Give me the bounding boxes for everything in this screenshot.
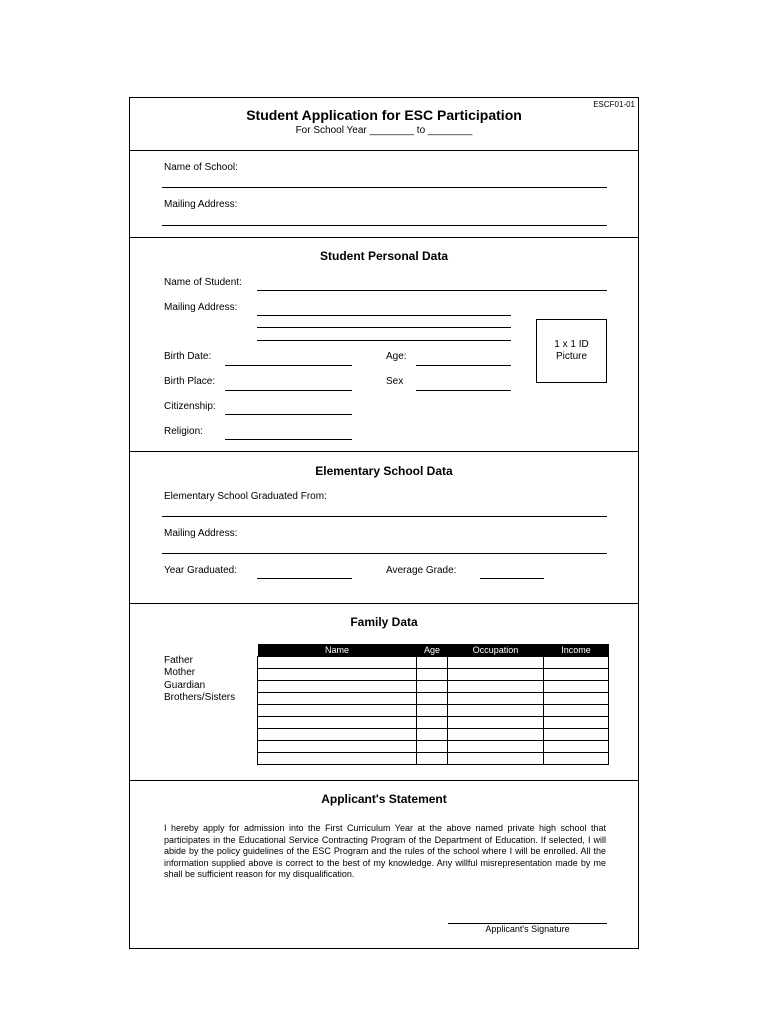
id-picture-box bbox=[536, 319, 607, 383]
table-cell[interactable] bbox=[448, 693, 544, 705]
member-father: Father bbox=[164, 655, 193, 666]
elementary-section-divider bbox=[130, 451, 638, 452]
student-address-field-2[interactable] bbox=[257, 327, 511, 328]
table-row bbox=[258, 717, 609, 729]
table-cell[interactable] bbox=[417, 729, 448, 741]
table-cell[interactable] bbox=[544, 753, 609, 765]
table-cell[interactable] bbox=[258, 681, 417, 693]
student-name-field[interactable] bbox=[257, 290, 607, 291]
table-cell[interactable] bbox=[258, 717, 417, 729]
application-form bbox=[129, 97, 639, 949]
member-mother: Mother bbox=[164, 667, 196, 678]
average-grade-field[interactable] bbox=[480, 578, 544, 579]
table-cell[interactable] bbox=[544, 681, 609, 693]
year-graduated-field[interactable] bbox=[257, 578, 352, 579]
table-cell[interactable] bbox=[258, 741, 417, 753]
school-year-line: For School Year ________ to ________ bbox=[295, 125, 473, 136]
table-cell[interactable] bbox=[448, 681, 544, 693]
religion-label: Religion: bbox=[164, 426, 203, 437]
table-cell[interactable] bbox=[417, 657, 448, 669]
student-address-label: Mailing Address: bbox=[164, 302, 238, 313]
table-cell[interactable] bbox=[448, 657, 544, 669]
table-cell[interactable] bbox=[544, 669, 609, 681]
table-cell[interactable] bbox=[448, 705, 544, 717]
elementary-heading: Elementary School Data bbox=[315, 464, 453, 478]
table-cell[interactable] bbox=[417, 669, 448, 681]
citizenship-label: Citizenship: bbox=[164, 401, 216, 412]
birth-date-field[interactable] bbox=[225, 365, 352, 366]
birth-place-label: Birth Place: bbox=[164, 376, 216, 387]
school-address-label: Mailing Address: bbox=[164, 199, 238, 210]
elementary-school-label: Elementary School Graduated From: bbox=[164, 491, 327, 502]
form-title: Student Application for ESC Participation bbox=[246, 107, 522, 123]
form-code: ESCF01-01 bbox=[593, 100, 635, 109]
school-section-divider bbox=[130, 150, 638, 151]
statement-heading: Applicant's Statement bbox=[321, 792, 447, 806]
column-income: Income bbox=[544, 644, 609, 657]
column-name: Name bbox=[258, 644, 417, 657]
table-row bbox=[258, 729, 609, 741]
elementary-school-field[interactable] bbox=[162, 516, 607, 517]
student-name-label: Name of Student: bbox=[164, 277, 242, 288]
sex-field[interactable] bbox=[416, 390, 511, 391]
table-cell[interactable] bbox=[417, 717, 448, 729]
school-name-label: Name of School: bbox=[164, 162, 238, 173]
table-cell[interactable] bbox=[544, 717, 609, 729]
school-name-field[interactable] bbox=[162, 187, 607, 188]
birth-date-label: Birth Date: bbox=[164, 351, 212, 362]
personal-heading: Student Personal Data bbox=[319, 249, 449, 263]
table-cell[interactable] bbox=[258, 669, 417, 681]
religion-field[interactable] bbox=[225, 439, 352, 440]
family-table-header bbox=[258, 644, 609, 657]
table-row bbox=[258, 741, 609, 753]
table-cell[interactable] bbox=[417, 753, 448, 765]
column-age: Age bbox=[417, 644, 448, 657]
elementary-address-field[interactable] bbox=[162, 553, 607, 554]
student-address-field-1[interactable] bbox=[257, 315, 511, 316]
table-cell[interactable] bbox=[258, 657, 417, 669]
table-cell[interactable] bbox=[258, 705, 417, 717]
table-row bbox=[258, 681, 609, 693]
year-graduated-label: Year Graduated: bbox=[164, 565, 238, 576]
table-cell[interactable] bbox=[448, 741, 544, 753]
birth-place-field[interactable] bbox=[225, 390, 352, 391]
table-cell[interactable] bbox=[258, 753, 417, 765]
table-cell[interactable] bbox=[448, 717, 544, 729]
family-table bbox=[257, 644, 609, 765]
table-cell[interactable] bbox=[544, 741, 609, 753]
table-row bbox=[258, 705, 609, 717]
sex-label: Sex bbox=[386, 376, 404, 387]
id-picture-line1: 1 x 1 ID bbox=[554, 339, 589, 350]
table-cell[interactable] bbox=[544, 705, 609, 717]
table-cell[interactable] bbox=[417, 741, 448, 753]
member-guardian: Guardian bbox=[164, 680, 206, 691]
school-address-field[interactable] bbox=[162, 225, 607, 226]
statement-text: I hereby apply for admission into the First Curriculum Year at the above named private high school that participates in the Educational Service Contracting Program of the Department of Education. If selected, I will abide by the policy guidelines of the ESC Program and the rules of the school where I will be enrolled. All the information supplied above is correct to the best of my knowledge. Any willful misrepresentation made by me shall be sufficient reason for my disqualification. bbox=[164, 823, 606, 880]
average-grade-label: Average Grade: bbox=[386, 565, 457, 576]
citizenship-field[interactable] bbox=[225, 414, 352, 415]
signature-label: Applicant's Signature bbox=[485, 924, 570, 934]
table-cell[interactable] bbox=[544, 729, 609, 741]
table-cell[interactable] bbox=[448, 669, 544, 681]
student-address-field-3[interactable] bbox=[257, 340, 511, 341]
table-row bbox=[258, 657, 609, 669]
statement-section-divider bbox=[130, 780, 638, 781]
family-heading: Family Data bbox=[350, 615, 418, 629]
table-row bbox=[258, 693, 609, 705]
id-picture-line2: Picture bbox=[555, 351, 588, 362]
table-cell[interactable] bbox=[258, 729, 417, 741]
personal-section-divider bbox=[130, 237, 638, 238]
table-cell[interactable] bbox=[544, 693, 609, 705]
member-siblings: Brothers/Sisters bbox=[164, 692, 236, 703]
table-cell[interactable] bbox=[417, 705, 448, 717]
table-row bbox=[258, 753, 609, 765]
table-cell[interactable] bbox=[258, 693, 417, 705]
table-cell[interactable] bbox=[544, 657, 609, 669]
table-cell[interactable] bbox=[448, 729, 544, 741]
family-section-divider bbox=[130, 603, 638, 604]
table-cell[interactable] bbox=[448, 753, 544, 765]
age-label: Age: bbox=[386, 351, 407, 362]
table-cell[interactable] bbox=[417, 681, 448, 693]
elementary-address-label: Mailing Address: bbox=[164, 528, 238, 539]
table-row bbox=[258, 669, 609, 681]
column-occupation: Occupation bbox=[448, 644, 544, 657]
age-field[interactable] bbox=[416, 365, 511, 366]
table-cell[interactable] bbox=[417, 693, 448, 705]
